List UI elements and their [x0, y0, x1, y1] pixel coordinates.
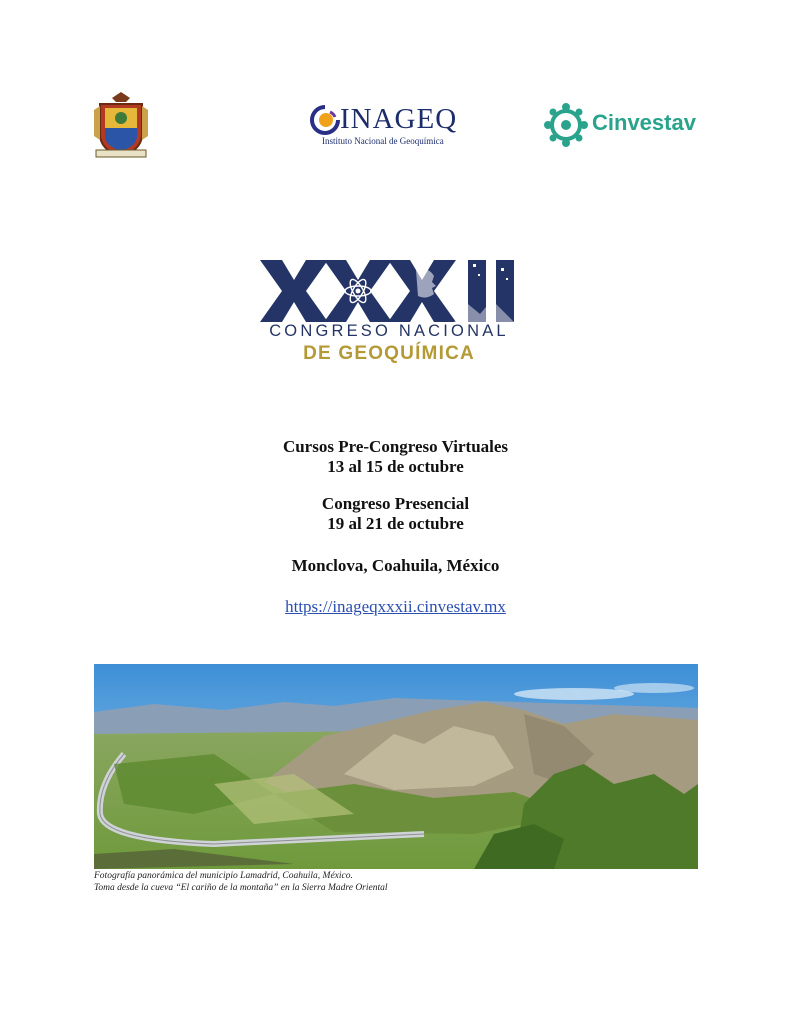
cinvestav-wordmark: Cinvestav: [592, 110, 696, 135]
courses-title: Cursos Pre-Congreso Virtuales: [282, 437, 509, 456]
congress-title-line1: CONGRESO NACIONAL: [269, 322, 509, 340]
shield-crest-icon: [92, 90, 150, 160]
inageq-mark-icon: [308, 103, 342, 137]
university-shield-logo: [92, 90, 150, 160]
congress-title: Congreso Presencial: [321, 494, 470, 513]
photo-caption-line2: Toma desde la cueva “El cariño de la montaña” en la Sierra Madre Oriental: [94, 883, 388, 893]
cinvestav-emblem-icon: [544, 103, 588, 147]
congress-dates: 19 al 21 de octubre: [327, 514, 464, 533]
photo-caption-line1: Fotografía panorámica del municipio Lamadrid, Coahuila, México.: [94, 871, 353, 881]
landscape-photo-graphic: [94, 664, 698, 869]
congress-numeral-logo: [258, 256, 520, 326]
website-link[interactable]: https://inageqxxxii.cinvestav.mx: [285, 597, 506, 616]
location: Monclova, Coahuila, México: [291, 556, 500, 575]
congress-numeral-graphic: [258, 256, 520, 326]
congress-title-line2: DE GEOQUÍMICA: [303, 343, 475, 364]
inageq-subtitle: Instituto Nacional de Geoquímica: [322, 136, 444, 146]
cinvestav-logo: [544, 103, 694, 149]
inageq-wordmark: INAGEQ: [340, 103, 458, 135]
inageq-logo: [306, 103, 466, 149]
courses-dates: 13 al 15 de octubre: [327, 457, 464, 476]
landscape-photo: [94, 664, 698, 869]
